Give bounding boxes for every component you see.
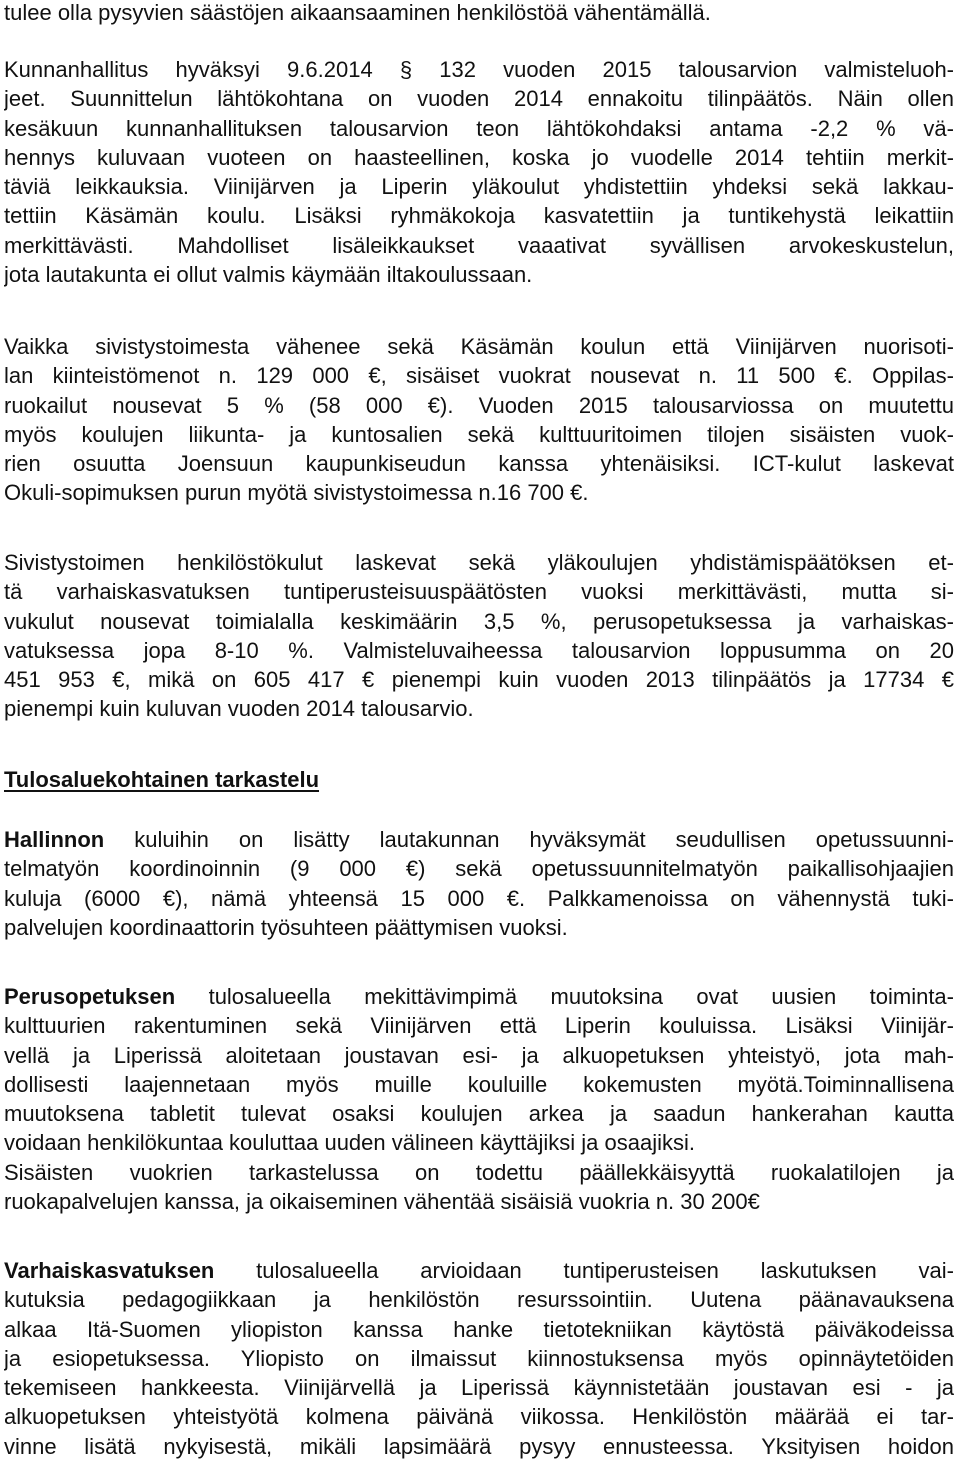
text-line: vukulut nousevat toimialalla keskimäärin 3,5 %, perusopetuksessa ja varhaiskas- bbox=[4, 608, 954, 634]
paragraph-intro-tail bbox=[4, 0, 954, 27]
text-line: Vaikka sivistystoimesta vähenee sekä Käsämän koulun että Viinijärven nuorisoti- bbox=[4, 334, 954, 359]
text-line bbox=[4, 825, 954, 854]
text-run: kuluihin on lisätty lautakunnan hyväksymät seudullisen opetussuunni- bbox=[104, 827, 954, 852]
text-line: vinne lisätä nykyisestä, mikäli lapsimäärä pysyy ennusteessa. Yksityisen hoidon bbox=[4, 1433, 954, 1459]
text-line: tettiin Käsämän koulu. Lisäksi ryhmäkokoja kasvatettiin ja tuntikehystä leikattiin bbox=[4, 203, 954, 229]
text-line: jota lautakunta ei ollut valmis käymään iltakoulussaan. bbox=[4, 262, 533, 288]
section-heading: Tulosaluekohtainen tarkastelu bbox=[4, 767, 320, 792]
paragraph-basic-education bbox=[4, 982, 954, 1216]
text-line: rien osuutta Joensuun kaupunkiseudun kanssa yhtenäisiksi. ICT-kulut laskevat bbox=[4, 451, 954, 477]
text-line: dollisesti laajennetaan myös muille kouluille kokemusten myötä.Toiminnallisena bbox=[4, 1071, 954, 1097]
text-line bbox=[4, 982, 954, 1011]
text-line: ja esiopetuksessa. Yliopisto on ilmaissut kiinnostuksensa myös opinnäytetöiden bbox=[4, 1345, 954, 1371]
text-line: merkittävästi. Mahdolliset lisäleikkaukset vaaativat syvällisen arvokeskustelun, bbox=[4, 232, 954, 258]
text-run: tulosalueella arvioidaan tuntiperusteisen laskutuksen vai- bbox=[214, 1258, 954, 1283]
text-line: voidaan henkilökuntaa kouluttaa uuden välineen käyttäjiksi ja osaajiksi. bbox=[4, 1130, 696, 1156]
text-line: vellä ja Liperissä aloitetaan joustavan esi- ja alkuopetuksen yhteistyö, jota mah- bbox=[4, 1042, 954, 1068]
text-line bbox=[4, 1256, 954, 1285]
text-line: täviä leikkauksia. Viinijärven ja Liperin yläkoulut yhdistettiin yhdeksi sekä lakkau- bbox=[4, 174, 954, 200]
lead-term: Varhaiskasvatuksen bbox=[4, 1258, 215, 1283]
paragraph-property-costs bbox=[4, 332, 954, 508]
paragraph-personnel-costs bbox=[4, 548, 954, 724]
text-line: muutoksena tabletit tulevat osaksi koulujen arkea ja saadun hankerahan kautta bbox=[4, 1101, 954, 1127]
paragraph-budget-guidelines bbox=[4, 55, 954, 289]
text-line: vatuksessa jopa 8-10 %. Valmisteluvaiheessa talousarvion loppusumma on 20 bbox=[4, 637, 954, 663]
text-line: palvelujen koordinaattorin työsuhteen päättymisen vuoksi. bbox=[4, 914, 568, 940]
text-line: ruokapalvelujen kanssa, ja oikaiseminen vähentää sisäisiä vuokria n. 30 200€ bbox=[4, 1189, 760, 1215]
text-line: 451 953 €, mikä on 605 417 € pienempi kuin vuoden 2013 tilinpäätös ja 17734 € bbox=[4, 667, 954, 693]
text-line: Sivistystoimen henkilöstökulut laskevat sekä yläkoulujen yhdistämispäätöksen et- bbox=[4, 550, 954, 575]
text-line: myös koulujen liikunta- ja kuntosalien sekä kulttuuritoimen tilojen sisäisten vuok- bbox=[4, 421, 954, 447]
text-line: hennys kuluvaan vuoteen on haasteellinen, koska jo vuodelle 2014 tehtiin merkit- bbox=[4, 144, 954, 170]
text-line: Kunnanhallitus hyväksyi 9.6.2014 § 132 vuoden 2015 talousarvion valmisteluoh- bbox=[4, 57, 954, 82]
text-line: tekemiseen hankkeesta. Viinijärvellä ja Liperissä käynnistetään joustavan esi - ja bbox=[4, 1375, 954, 1401]
text-line: pienempi kuin kuluvan vuoden 2014 talousarvio. bbox=[4, 696, 474, 722]
text-line: telmatyön koordinoinnin (9 000 €) sekä opetussuunnitelmatyön paikallisohjaajien bbox=[4, 856, 954, 882]
paragraph-early-childhood bbox=[4, 1256, 954, 1461]
text-line: kesäkuun kunnanhallituksen talousarvion teon lähtökohdaksi antama -2,2 % vä- bbox=[4, 115, 954, 141]
text-line: alkuopetuksen yhteistyötä kolmena päivänä viikossa. Henkilöstön määrää ei tar- bbox=[4, 1404, 954, 1430]
text-line: tä varhaiskasvatuksen tuntiperusteisuuspäätösten vuoksi merkittävästi, mutta si- bbox=[4, 579, 954, 605]
text-line: Okuli-sopimuksen purun myötä sivistystoimessa n.16 700 €. bbox=[4, 480, 589, 506]
text-line: lan kiinteistömenot n. 129 000 €, sisäiset vuokrat nousevat n. 11 500 €. Oppilas- bbox=[4, 363, 954, 389]
text-line: ruokailut nousevat 5 % (58 000 €). Vuoden 2015 talousarviossa on muutettu bbox=[4, 392, 954, 418]
lead-term: Perusopetuksen bbox=[4, 984, 176, 1009]
lead-term: Hallinnon bbox=[4, 827, 105, 852]
paragraph-administration bbox=[4, 825, 954, 942]
text-line: alkaa Itä-Suomen yliopiston kanssa hanke tietotekniikan käytöstä päiväkodeissa bbox=[4, 1316, 954, 1342]
text-line: Sisäisten vuokrien tarkastelussa on todettu päällekkäisyyttä ruokalatilojen ja bbox=[4, 1159, 954, 1185]
text-line: jeet. Suunnittelun lähtökohtana on vuoden 2014 ennakoitu tilinpäätös. Näin ollen bbox=[4, 86, 954, 112]
text-line: kulttuurien rakentuminen sekä Viinijärven että Liperin kouluissa. Lisäksi Viinijär- bbox=[4, 1013, 954, 1039]
text-run: tulosalueella mekittävimpimä muutoksina ovat uusien toiminta- bbox=[175, 984, 954, 1009]
text-line: kutuksia pedagogiikkaan ja henkilöstön resurssointiin. Uutena päänavauksena bbox=[4, 1287, 954, 1313]
text-line: kuluja (6000 €), nämä yhteensä 15 000 €. Palkkamenoissa on vähennystä tuki- bbox=[4, 885, 954, 911]
text-line: tulee olla pysyvien säästöjen aikaansaaminen henkilöstöä vähentämällä. bbox=[4, 0, 711, 25]
